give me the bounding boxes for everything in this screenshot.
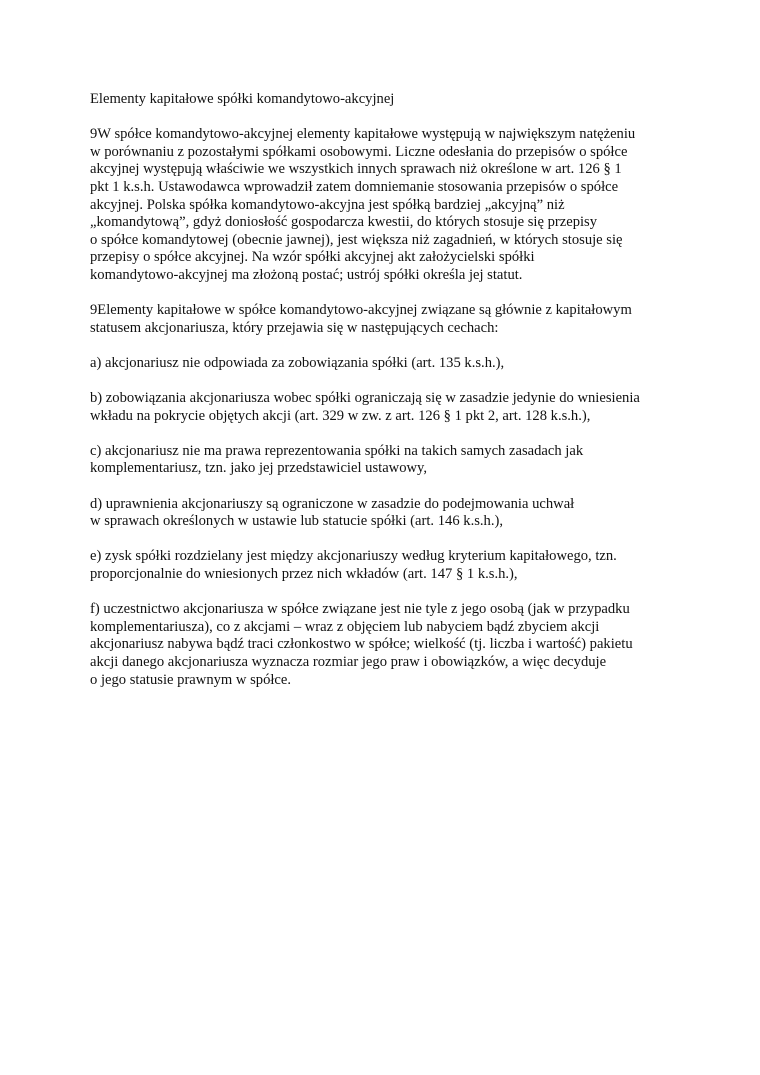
feature-c bbox=[90, 443, 670, 478]
text-line: 9Elementy kapitałowe w spółce komandytowo-akcyjnej związane są głównie z kapitałowym bbox=[90, 302, 632, 319]
text-line: b) zobowiązania akcjonariusza wobec spółki ograniczają się w zasadzie jedynie do wniesienia bbox=[90, 390, 640, 407]
text-line: pkt 1 k.s.h. Ustawodawca wprowadził zatem domniemanie stosowania przepisów o spółce bbox=[90, 178, 619, 195]
text-line: komplementariusza), co z akcjami – wraz z objęciem lub nabyciem bądź zbyciem akcji bbox=[90, 618, 600, 635]
text-line: c) akcjonariusz nie ma prawa reprezentowania spółki na takich samych zasadach jak bbox=[90, 442, 584, 459]
text-line: akcyjnej występują właściwie we wszystkich innych sprawach niż określone w art. 126 § 1 bbox=[90, 161, 622, 178]
text-line: a) akcjonariusz nie odpowiada za zobowiązania spółki (art. 135 k.s.h.), bbox=[90, 354, 505, 371]
document-page bbox=[90, 91, 670, 707]
text-line: e) zysk spółki rozdzielany jest między akcjonariuszy według kryterium kapitałowego, tzn. bbox=[90, 548, 617, 565]
text-line: „komandytową”, gdyż doniosłość gospodarcza kwestii, do których stosuje się przepisy bbox=[90, 214, 598, 231]
intro-paragraph bbox=[90, 126, 670, 284]
text-line: komplementariusz, tzn. jako jej przedstawiciel ustawowy, bbox=[90, 460, 428, 477]
feature-d bbox=[90, 496, 670, 531]
text-line: o jego statusie prawnym w spółce. bbox=[90, 671, 292, 688]
text-line: 9W spółce komandytowo-akcyjnej elementy kapitałowe występują w największym natężeniu bbox=[90, 126, 636, 143]
feature-f bbox=[90, 601, 670, 689]
text-line: przepisy o spółce akcyjnej. Na wzór spółki akcyjnej akt założycielski spółki bbox=[90, 249, 535, 266]
text-line: akcjonariusz nabywa bądź traci członkostwo w spółce; wielkość (tj. liczba i wartość) pakietu bbox=[90, 636, 633, 653]
text-line: proporcjonalnie do wniesionych przez nich wkładów (art. 147 § 1 k.s.h.), bbox=[90, 566, 518, 583]
text-line: akcyjnej. Polska spółka komandytowo-akcyjna jest spółką bardziej „akcyjną” niż bbox=[90, 196, 565, 213]
text-line: akcji danego akcjonariusza wyznacza rozmiar jego praw i obowiązków, a więc decyduje bbox=[90, 654, 607, 670]
text-line: f) uczestnictwo akcjonariusza w spółce związane jest nie tyle z jego osobą (jak w przypadku bbox=[90, 601, 630, 618]
text-line: d) uprawnienia akcjonariuszy są ograniczone w zasadzie do podejmowania uchwał bbox=[90, 495, 575, 512]
document-body bbox=[90, 126, 670, 689]
feature-b bbox=[90, 390, 670, 425]
feature-a bbox=[90, 355, 670, 373]
text-line: w porównaniu z pozostałymi spółkami osobowymi. Liczne odesłania do przepisów o spółce bbox=[90, 143, 628, 160]
text-line: wkładu na pokrycie objętych akcji (art. 329 w zw. z art. 126 § 1 pkt 2, art. 128 k.s.h.), bbox=[90, 407, 591, 424]
text-line: o spółce komandytowej (obecnie jawnej), jest większa niż zagadnień, w których stosuje się bbox=[90, 231, 623, 248]
text-line: statusem akcjonariusza, który przejawia się w następujących cechach: bbox=[90, 319, 499, 336]
document-title: Elementy kapitałowe spółki komandytowo-akcyjnej bbox=[90, 91, 395, 107]
feature-e bbox=[90, 548, 670, 583]
features-lead-paragraph bbox=[90, 302, 670, 337]
text-line: komandytowo-akcyjnej ma złożoną postać; ustrój spółki określa jej statut. bbox=[90, 266, 523, 283]
text-line: w sprawach określonych w ustawie lub statucie spółki (art. 146 k.s.h.), bbox=[90, 513, 503, 530]
